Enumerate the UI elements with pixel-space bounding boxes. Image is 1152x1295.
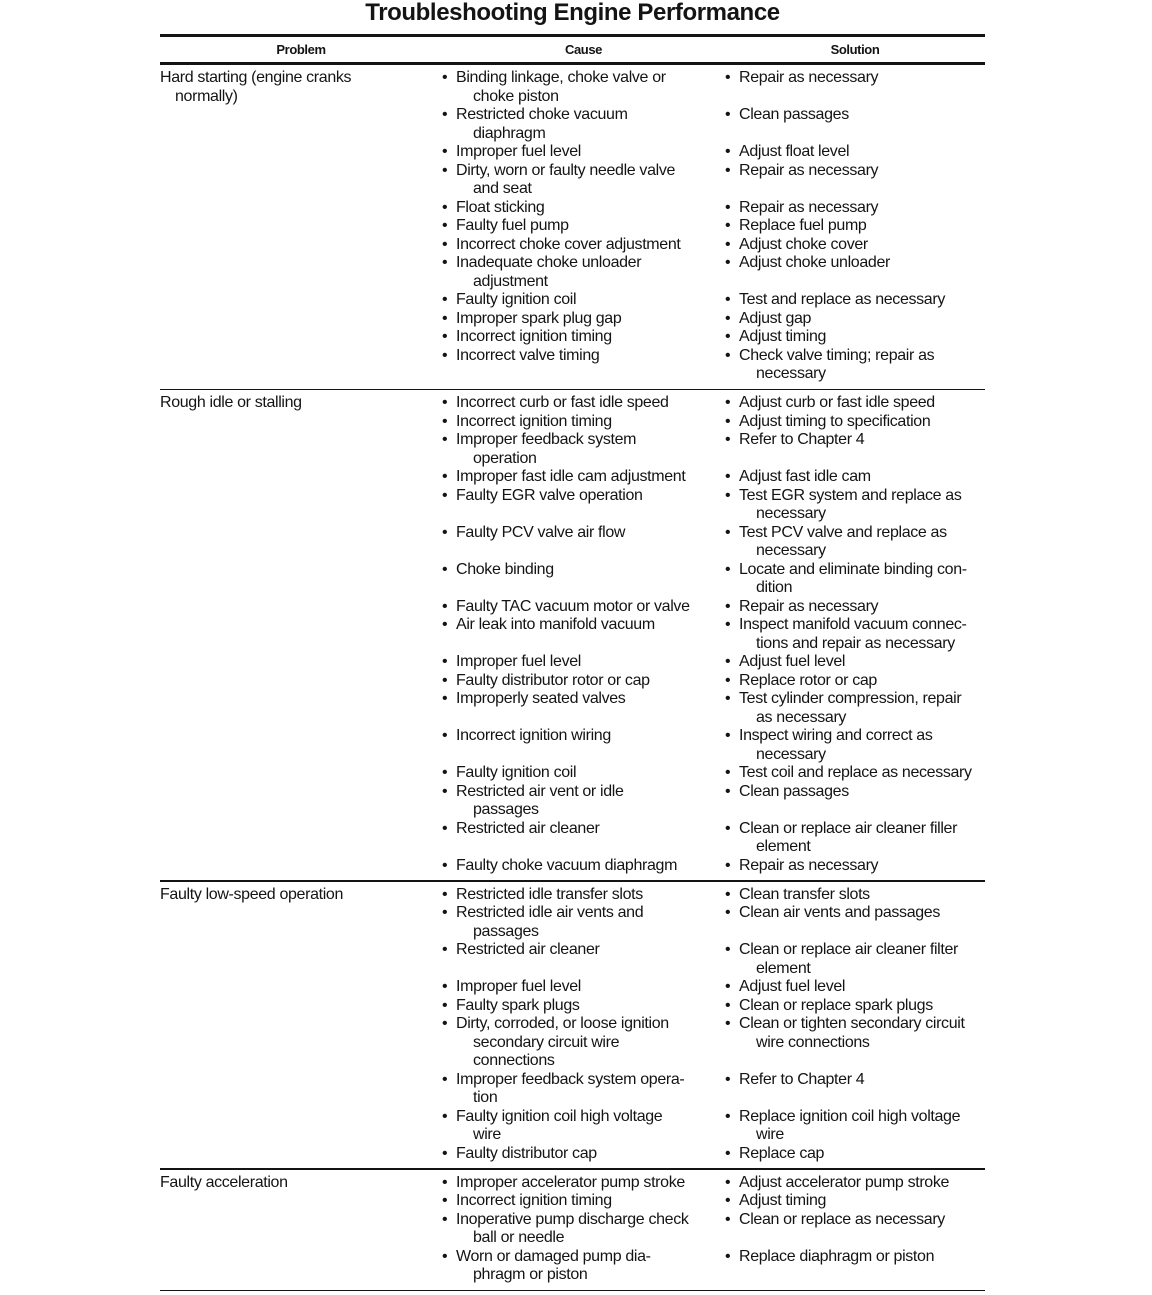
bullet-icon: • xyxy=(442,412,448,430)
solution-item xyxy=(725,904,985,941)
bullet-icon: • xyxy=(725,198,731,216)
solution-text: Clean air vents and passages xyxy=(739,904,940,921)
bullet-icon: • xyxy=(442,328,448,345)
bullet-icon: • xyxy=(442,198,448,216)
table-header xyxy=(160,37,985,62)
solution-text: Adjust choke unloader xyxy=(739,254,890,271)
solution-text: Inspect manifold vacuum connec- tions and repair as necessary xyxy=(739,616,967,652)
cause-item xyxy=(442,236,725,255)
solution-item xyxy=(725,217,985,236)
cause-text: Improperly seated valves xyxy=(456,690,626,707)
solution-item xyxy=(725,727,985,764)
cause-item xyxy=(442,217,725,236)
bullet-icon: • xyxy=(725,904,731,921)
bullet-icon: • xyxy=(442,1210,448,1228)
cause-item xyxy=(442,857,725,876)
cause-item xyxy=(442,1248,725,1285)
cause-item xyxy=(442,143,725,162)
cause-item xyxy=(442,468,725,487)
table-body xyxy=(160,65,985,1291)
cause-text: Incorrect ignition wiring xyxy=(456,727,611,744)
bullet-icon: • xyxy=(442,217,448,234)
solution-item xyxy=(725,1071,985,1108)
cause-text: Restricted idle air vents and passages xyxy=(456,904,644,940)
solution-item xyxy=(725,616,985,653)
cause-item xyxy=(442,690,725,727)
bullet-icon: • xyxy=(725,394,731,411)
solution-item xyxy=(725,291,985,310)
problem-cell: Hard starting (engine cranks normally) xyxy=(160,69,352,105)
bullet-icon: • xyxy=(725,309,731,327)
cause-solution-list xyxy=(442,1174,985,1285)
solution-item xyxy=(725,431,985,468)
solution-item xyxy=(725,468,985,487)
bullet-icon: • xyxy=(725,1144,731,1162)
cause-text: Faulty distributor cap xyxy=(456,1144,597,1162)
bullet-icon: • xyxy=(442,1173,448,1191)
solution-item xyxy=(725,941,985,978)
bullet-icon: • xyxy=(725,346,731,364)
solution-item xyxy=(725,886,985,905)
cause-item xyxy=(442,106,725,143)
bullet-icon: • xyxy=(725,1070,731,1088)
cause-item xyxy=(442,1145,725,1164)
solution-text: Inspect wiring and correct as necessary xyxy=(739,727,933,763)
bullet-icon: • xyxy=(725,653,731,670)
problem-cell: Faulty low-speed operation xyxy=(160,885,344,903)
solution-text: Adjust fuel level xyxy=(739,653,846,670)
bullet-icon: • xyxy=(442,1015,448,1032)
cause-text: Restricted air cleaner xyxy=(456,941,600,958)
cause-item xyxy=(442,997,725,1016)
cause-text: Restricted air vent or idle passages xyxy=(456,782,624,818)
table-row xyxy=(160,65,985,389)
bullet-icon: • xyxy=(725,560,731,578)
solution-item xyxy=(725,487,985,524)
solution-text: Clean passages xyxy=(739,106,849,123)
cause-text: Improper feedback system opera- tion xyxy=(456,1070,685,1106)
cause-text: Improper fuel level xyxy=(456,653,581,670)
bullet-icon: • xyxy=(442,727,448,744)
bullet-icon: • xyxy=(442,346,448,364)
problem-cell: Faulty acceleration xyxy=(160,1173,288,1191)
cause-text: Restricted choke vacuum diaphragm xyxy=(456,106,628,142)
cause-item xyxy=(442,653,725,672)
bullet-icon: • xyxy=(442,143,448,160)
bullet-icon: • xyxy=(442,161,448,179)
cause-text: Improper fast idle cam adjustment xyxy=(456,468,686,485)
bullet-icon: • xyxy=(442,486,448,504)
bullet-icon: • xyxy=(442,671,448,689)
bullet-icon: • xyxy=(442,597,448,615)
bullet-icon: • xyxy=(725,1015,731,1032)
bullet-icon: • xyxy=(725,996,731,1014)
bullet-icon: • xyxy=(725,431,731,448)
solution-text: Adjust float level xyxy=(739,143,850,160)
bullet-icon: • xyxy=(442,764,448,781)
solution-item xyxy=(725,254,985,291)
solution-text: Repair as necessary xyxy=(739,161,879,179)
solution-item xyxy=(725,690,985,727)
cause-text: Incorrect curb or fast idle speed xyxy=(456,394,669,411)
cause-solution-list xyxy=(442,886,985,1164)
header-problem: Problem xyxy=(276,42,326,57)
bullet-icon: • xyxy=(442,978,448,995)
bullet-icon: • xyxy=(442,254,448,271)
solution-item xyxy=(725,1108,985,1145)
solution-text: Replace rotor or cap xyxy=(739,671,877,689)
bullet-icon: • xyxy=(442,468,448,485)
bullet-icon: • xyxy=(725,412,731,430)
solution-text: Adjust gap xyxy=(739,309,812,327)
cause-item xyxy=(442,328,725,347)
solution-text: Clean or tighten secondary circuit wire connections xyxy=(739,1015,965,1051)
solution-text: Adjust timing xyxy=(739,328,827,345)
solution-text: Replace diaphragm or piston xyxy=(739,1247,935,1265)
bullet-icon: • xyxy=(442,690,448,707)
solution-text: Check valve timing; repair as necessary xyxy=(739,346,935,382)
bullet-icon: • xyxy=(725,727,731,744)
cause-item xyxy=(442,347,725,384)
cause-solution-list xyxy=(442,69,985,384)
cause-text: Improper spark plug gap xyxy=(456,309,622,327)
solution-text: Adjust fast idle cam xyxy=(739,468,871,485)
cause-item xyxy=(442,820,725,857)
cause-text: Restricted idle transfer slots xyxy=(456,885,643,903)
cause-item xyxy=(442,254,725,291)
solution-item xyxy=(725,524,985,561)
cause-text: Dirty, worn or faulty needle valve and seat xyxy=(456,161,676,197)
header-solution: Solution xyxy=(830,42,880,57)
cause-text: Binding linkage, choke valve or choke piston xyxy=(456,69,666,105)
solution-text: Locate and eliminate binding con- dition xyxy=(739,560,967,596)
solution-text: Clean or replace as necessary xyxy=(739,1210,945,1228)
cause-item xyxy=(442,162,725,199)
bullet-icon: • xyxy=(442,616,448,633)
solution-item xyxy=(725,1015,985,1071)
cause-item xyxy=(442,69,725,106)
solution-item xyxy=(725,820,985,857)
cause-text: Inoperative pump discharge check ball or needle xyxy=(456,1210,689,1246)
cause-text: Faulty ignition coil high voltage wire xyxy=(456,1107,663,1143)
solution-text: Clean or replace air cleaner filter element xyxy=(739,941,958,977)
bullet-icon: • xyxy=(725,978,731,995)
cause-text: Incorrect ignition timing xyxy=(456,328,612,345)
bullet-icon: • xyxy=(442,856,448,874)
solution-item xyxy=(725,978,985,997)
solution-item xyxy=(725,347,985,384)
solution-text: Replace fuel pump xyxy=(739,217,867,234)
solution-item xyxy=(725,1211,985,1248)
cause-text: Incorrect choke cover adjustment xyxy=(456,235,681,253)
cause-item xyxy=(442,431,725,468)
header-cause: Cause xyxy=(564,42,603,57)
bullet-icon: • xyxy=(725,291,731,308)
solution-item xyxy=(725,1174,985,1193)
solution-text: Replace cap xyxy=(739,1144,825,1162)
solution-item xyxy=(725,106,985,143)
bullet-icon: • xyxy=(442,1144,448,1162)
bullet-icon: • xyxy=(725,254,731,271)
solution-item xyxy=(725,394,985,413)
solution-text: Replace ignition coil high voltage wire xyxy=(739,1107,961,1143)
solution-item xyxy=(725,672,985,691)
cause-text: Air leak into manifold vacuum xyxy=(456,616,655,633)
bullet-icon: • xyxy=(442,782,448,800)
cause-item xyxy=(442,413,725,432)
bullet-icon: • xyxy=(442,1247,448,1265)
cause-text: Restricted air cleaner xyxy=(456,819,600,837)
bullet-icon: • xyxy=(725,143,731,160)
bullet-icon: • xyxy=(442,819,448,837)
solution-text: Clean passages xyxy=(739,782,849,800)
cause-item xyxy=(442,1192,725,1211)
bullet-icon: • xyxy=(442,904,448,921)
solution-text: Clean or replace air cleaner filler element xyxy=(739,819,958,855)
cause-text: Incorrect valve timing xyxy=(456,346,600,364)
cause-item xyxy=(442,1211,725,1248)
solution-item xyxy=(725,413,985,432)
cause-text: Faulty spark plugs xyxy=(456,996,580,1014)
cause-item xyxy=(442,727,725,764)
cause-item xyxy=(442,199,725,218)
solution-item xyxy=(725,764,985,783)
page-title: Troubleshooting Engine Performance xyxy=(365,0,780,26)
bullet-icon: • xyxy=(442,885,448,903)
bullet-icon: • xyxy=(442,653,448,670)
bullet-icon: • xyxy=(442,309,448,327)
solution-text: Test PCV valve and replace as necessary xyxy=(739,523,947,559)
bullet-icon: • xyxy=(725,941,731,958)
cause-text: Faulty EGR valve operation xyxy=(456,486,643,504)
solution-item xyxy=(725,598,985,617)
cause-text: Choke binding xyxy=(456,560,554,578)
problem-cell: Rough idle or stalling xyxy=(160,394,302,411)
bullet-icon: • xyxy=(725,161,731,179)
cause-item xyxy=(442,904,725,941)
cause-item xyxy=(442,291,725,310)
bullet-icon: • xyxy=(725,690,731,707)
cause-solution-list xyxy=(442,394,985,875)
bullet-icon: • xyxy=(442,1192,448,1209)
bullet-icon: • xyxy=(442,431,448,448)
solution-text: Refer to Chapter 4 xyxy=(739,1070,865,1088)
bullet-icon: • xyxy=(442,996,448,1014)
solution-item xyxy=(725,162,985,199)
solution-text: Test EGR system and replace as necessary xyxy=(739,486,962,522)
bullet-icon: • xyxy=(442,235,448,253)
bullet-icon: • xyxy=(442,560,448,578)
solution-item xyxy=(725,236,985,255)
bullet-icon: • xyxy=(442,1107,448,1125)
bullet-icon: • xyxy=(725,1210,731,1228)
cause-text: Incorrect ignition timing xyxy=(456,412,612,430)
cause-text: Improper feedback system operation xyxy=(456,431,637,467)
cause-item xyxy=(442,941,725,978)
solution-item xyxy=(725,143,985,162)
cause-item xyxy=(442,524,725,561)
bullet-icon: • xyxy=(725,597,731,615)
bullet-icon: • xyxy=(725,468,731,485)
cause-text: Float sticking xyxy=(456,198,545,216)
cause-item xyxy=(442,1071,725,1108)
solution-text: Adjust accelerator pump stroke xyxy=(739,1173,950,1191)
cause-item xyxy=(442,764,725,783)
cause-item xyxy=(442,1015,725,1071)
cause-text: Dirty, corroded, or loose ignition secondary circuit wire connections xyxy=(456,1015,669,1069)
bullet-icon: • xyxy=(725,1107,731,1125)
solution-item xyxy=(725,857,985,876)
solution-text: Refer to Chapter 4 xyxy=(739,431,865,448)
solution-item xyxy=(725,561,985,598)
bullet-icon: • xyxy=(442,1070,448,1088)
bullet-icon: • xyxy=(725,328,731,345)
bullet-icon: • xyxy=(725,856,731,874)
solution-item xyxy=(725,199,985,218)
solution-item xyxy=(725,783,985,820)
solution-item xyxy=(725,328,985,347)
cause-text: Worn or damaged pump dia- phragm or piston xyxy=(456,1247,651,1283)
solution-item xyxy=(725,1248,985,1285)
cause-text: Incorrect ignition timing xyxy=(456,1192,612,1209)
cause-text: Faulty ignition coil xyxy=(456,291,577,308)
solution-text: Test coil and replace as necessary xyxy=(739,764,972,781)
solution-text: Clean or replace spark plugs xyxy=(739,996,933,1014)
bullet-icon: • xyxy=(725,1173,731,1191)
cause-item xyxy=(442,978,725,997)
solution-text: Repair as necessary xyxy=(739,198,879,216)
cause-text: Faulty choke vacuum diaphragm xyxy=(456,856,678,874)
bullet-icon: • xyxy=(725,523,731,541)
table-row xyxy=(160,1170,985,1290)
solution-text: Adjust curb or fast idle speed xyxy=(739,394,935,411)
bullet-icon: • xyxy=(725,217,731,234)
cause-item xyxy=(442,1174,725,1193)
cause-text: Improper fuel level xyxy=(456,978,581,995)
solution-item xyxy=(725,997,985,1016)
cause-text: Faulty distributor rotor or cap xyxy=(456,671,650,689)
solution-text: Clean transfer slots xyxy=(739,885,870,903)
cause-text: Improper fuel level xyxy=(456,143,581,160)
cause-item xyxy=(442,561,725,598)
cause-text: Faulty ignition coil xyxy=(456,764,577,781)
solution-text: Repair as necessary xyxy=(739,597,879,615)
bullet-icon: • xyxy=(442,106,448,123)
bullet-icon: • xyxy=(725,106,731,123)
bullet-icon: • xyxy=(725,764,731,781)
bullet-icon: • xyxy=(442,941,448,958)
bullet-icon: • xyxy=(725,486,731,504)
cause-item xyxy=(442,886,725,905)
solution-item xyxy=(725,653,985,672)
bullet-icon: • xyxy=(725,1247,731,1265)
cause-text: Improper accelerator pump stroke xyxy=(456,1173,685,1191)
cause-item xyxy=(442,783,725,820)
solution-text: Repair as necessary xyxy=(739,69,879,86)
solution-text: Adjust timing to specification xyxy=(739,412,931,430)
cause-item xyxy=(442,672,725,691)
divider xyxy=(160,1290,985,1292)
bullet-icon: • xyxy=(725,782,731,800)
solution-item xyxy=(725,1192,985,1211)
cause-item xyxy=(442,616,725,653)
table-row xyxy=(160,882,985,1169)
bullet-icon: • xyxy=(725,1192,731,1209)
cause-text: Faulty TAC vacuum motor or valve xyxy=(456,597,690,615)
solution-item xyxy=(725,310,985,329)
bullet-icon: • xyxy=(725,819,731,837)
solution-text: Adjust timing xyxy=(739,1192,827,1209)
solution-item xyxy=(725,1145,985,1164)
cause-text: Faulty PCV valve air flow xyxy=(456,523,626,541)
solution-text: Adjust fuel level xyxy=(739,978,846,995)
bullet-icon: • xyxy=(725,885,731,903)
solution-text: Repair as necessary xyxy=(739,856,879,874)
bullet-icon: • xyxy=(442,291,448,308)
cause-item xyxy=(442,487,725,524)
cause-text: Inadequate choke unloader adjustment xyxy=(456,254,642,290)
cause-item xyxy=(442,394,725,413)
solution-text: Test cylinder compression, repair as necessary xyxy=(739,690,962,726)
cause-item xyxy=(442,598,725,617)
solution-item xyxy=(725,69,985,106)
solution-text: Test and replace as necessary xyxy=(739,291,945,308)
bullet-icon: • xyxy=(725,69,731,86)
bullet-icon: • xyxy=(725,616,731,633)
cause-item xyxy=(442,1108,725,1145)
cause-item xyxy=(442,310,725,329)
table-row xyxy=(160,390,985,880)
bullet-icon: • xyxy=(442,394,448,411)
solution-text: Adjust choke cover xyxy=(739,235,868,253)
bullet-icon: • xyxy=(725,671,731,689)
cause-text: Faulty fuel pump xyxy=(456,217,569,234)
bullet-icon: • xyxy=(442,69,448,86)
bullet-icon: • xyxy=(725,235,731,253)
bullet-icon: • xyxy=(442,523,448,541)
troubleshooting-table xyxy=(160,34,985,1291)
